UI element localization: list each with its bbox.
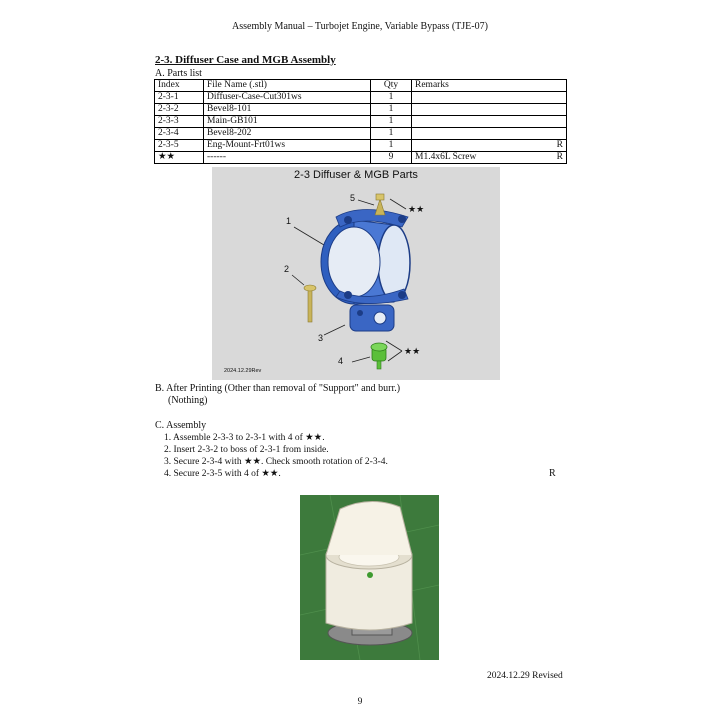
cell-qty: 1 (371, 104, 412, 116)
callout-1: 1 (286, 216, 292, 226)
leader-line-4 (352, 357, 370, 362)
leader-line-star-top (390, 199, 406, 209)
cell-index: 2-3-4 (155, 128, 204, 140)
assembly-heading: C. Assembly (155, 420, 207, 431)
callout-2: 2 (284, 264, 290, 274)
after-printing-note: (Nothing) (168, 395, 208, 406)
gearbox-drawing (350, 305, 394, 331)
cell-remarks (412, 92, 567, 104)
list-item: 3. Secure 2-3-4 with ★★. Check smooth rotation of 2-3-4. (164, 457, 388, 467)
page-header: Assembly Manual – Turbojet Engine, Variable Bypass (TJE-07) (232, 21, 488, 32)
column-header-file: File Name (.stl) (204, 80, 371, 92)
cell-remarks (412, 116, 567, 128)
parts-table (154, 79, 567, 164)
figure-date: 2024.12.29Rev (224, 368, 262, 374)
cell-remarks (412, 152, 567, 164)
table-row (155, 128, 567, 140)
revision-flag: R (556, 152, 563, 162)
callout-4: 4 (338, 356, 344, 366)
callout-5: 5 (350, 193, 356, 203)
step4-revision-flag: R (549, 468, 556, 479)
callout-3: 3 (318, 333, 324, 343)
revision-flag: R (556, 140, 563, 150)
bevel-shaft-drawing (304, 285, 316, 322)
assembly-steps (164, 432, 388, 480)
column-header-remarks: Remarks (412, 80, 567, 92)
revision-footer: 2024.12.29 Revised (487, 671, 563, 681)
leader-line-star-bottom (386, 341, 402, 351)
parts-list-heading: A. Parts list (155, 68, 202, 79)
list-item: 4. Secure 2-3-5 with 4 of ★★. (164, 469, 281, 479)
cell-qty: 1 (371, 140, 412, 152)
cell-qty: 9 (371, 152, 412, 164)
column-header-qty: Qty (371, 80, 412, 92)
leader-line-1 (294, 227, 324, 245)
bevel-gear-drawing (371, 343, 387, 369)
remarks-text: M1.4x6L Screw (415, 152, 477, 162)
cell-qty: 1 (371, 128, 412, 140)
cell-remarks (412, 104, 567, 116)
leader-line-star-bottom-2 (388, 351, 402, 361)
list-item: 1. Assemble 2-3-3 to 2-3-1 with 4 of ★★. (164, 433, 325, 443)
cell-file: ------ (204, 152, 371, 164)
cell-file: Diffuser-Case-Cut301ws (204, 92, 371, 104)
cell-remarks (412, 140, 567, 152)
table-row (155, 140, 567, 152)
parts-figure (212, 167, 500, 380)
page-number: 9 (357, 697, 363, 707)
after-printing-heading: B. After Printing (Other than removal of "Support" and burr.) (155, 383, 401, 394)
cell-index: 2-3-1 (155, 92, 204, 104)
figure-title: 2-3 Diffuser & MGB Parts (294, 169, 418, 181)
assembly-photo (300, 495, 439, 660)
column-header-index: Index (155, 80, 204, 92)
cell-file: Eng-Mount-Frt01ws (204, 140, 371, 152)
callout-screw-top: ★★ (408, 204, 425, 214)
callout-screw-bottom: ★★ (404, 346, 421, 356)
cell-remarks (412, 128, 567, 140)
table-row (155, 92, 567, 104)
assembly-photo-drawing (300, 495, 439, 660)
cell-file: Bevel8-101 (204, 104, 371, 116)
cell-index: 2-3-5 (155, 140, 204, 152)
table-row (155, 116, 567, 128)
table-header-row (155, 80, 567, 92)
cell-qty: 1 (371, 92, 412, 104)
exploded-view-drawing (212, 167, 500, 380)
cell-index: ★★ (155, 152, 204, 164)
leader-line-3 (324, 325, 345, 335)
engine-mount-drawing (375, 194, 385, 215)
list-item: 2. Insert 2-3-2 to boss of 2-3-1 from inside. (164, 445, 329, 455)
table-row (155, 104, 567, 116)
leader-line-5 (358, 200, 374, 205)
cell-file: Bevel8-202 (204, 128, 371, 140)
cell-qty: 1 (371, 116, 412, 128)
table-row (155, 152, 567, 164)
diffuser-case-drawing (321, 210, 410, 305)
leader-line-2 (292, 275, 304, 285)
cell-index: 2-3-3 (155, 116, 204, 128)
cell-index: 2-3-2 (155, 104, 204, 116)
section-title: 2-3. Diffuser Case and MGB Assembly (155, 54, 336, 66)
cell-file: Main-GB101 (204, 116, 371, 128)
